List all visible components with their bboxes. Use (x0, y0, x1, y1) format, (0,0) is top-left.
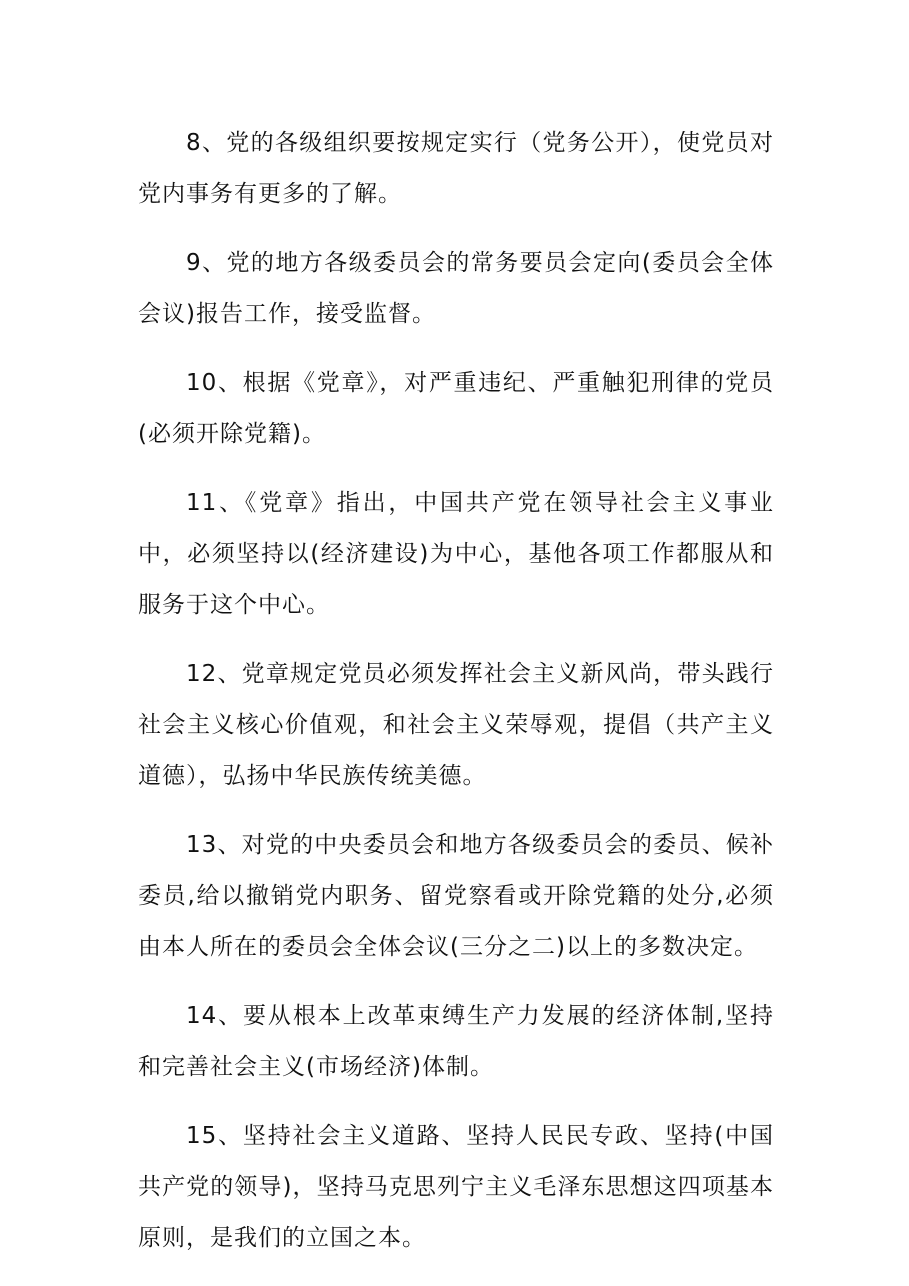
paragraph-item-10: 10、根据《党章》，对严重违纪、严重触犯刑律的党员(必须开除党籍)。 (138, 370, 774, 447)
document-body (138, 118, 774, 1282)
paragraph-item-9: 9、党的地方各级委员会的常务要员会定向(委员会全体会议)报告工作，接受监督。 (138, 250, 774, 327)
paragraph-item-14: 14、要从根本上改革束缚生产力发展的经济体制,坚持和完善社会主义(市场经济)体制。 (138, 1003, 774, 1080)
paragraph-item-12: 12、党章规定党员必须发挥社会主义新风尚，带头践行社会主义核心价值观，和社会主义荣辱观，提倡（共产主义道德），弘扬中华民族传统美德。 (138, 661, 774, 789)
paragraph-item-8: 8、党的各级组织要按规定实行（党务公开），使党员对党内事务有更多的了解。 (138, 130, 774, 207)
paragraph-item-13: 13、对党的中央委员会和地方各级委员会的委员、候补委员,给以撤销党内职务、留党察看或开除党籍的处分,必须由本人所在的委员会全体会议(三分之二)以上的多数决定。 (138, 832, 774, 960)
paragraph-item-15: 15、坚持社会主义道路、坚持人民民专政、坚持(中国共产党的领导)，坚持马克思列宁主义毛泽东思想这四项基本原则，是我们的立国之本。 (138, 1123, 774, 1251)
paragraph-item-11: 11、《党章》指出，中国共产党在领导社会主义事业中，必须坚持以(经济建设)为中心，基他各项工作都服从和服务于这个中心。 (138, 490, 774, 618)
